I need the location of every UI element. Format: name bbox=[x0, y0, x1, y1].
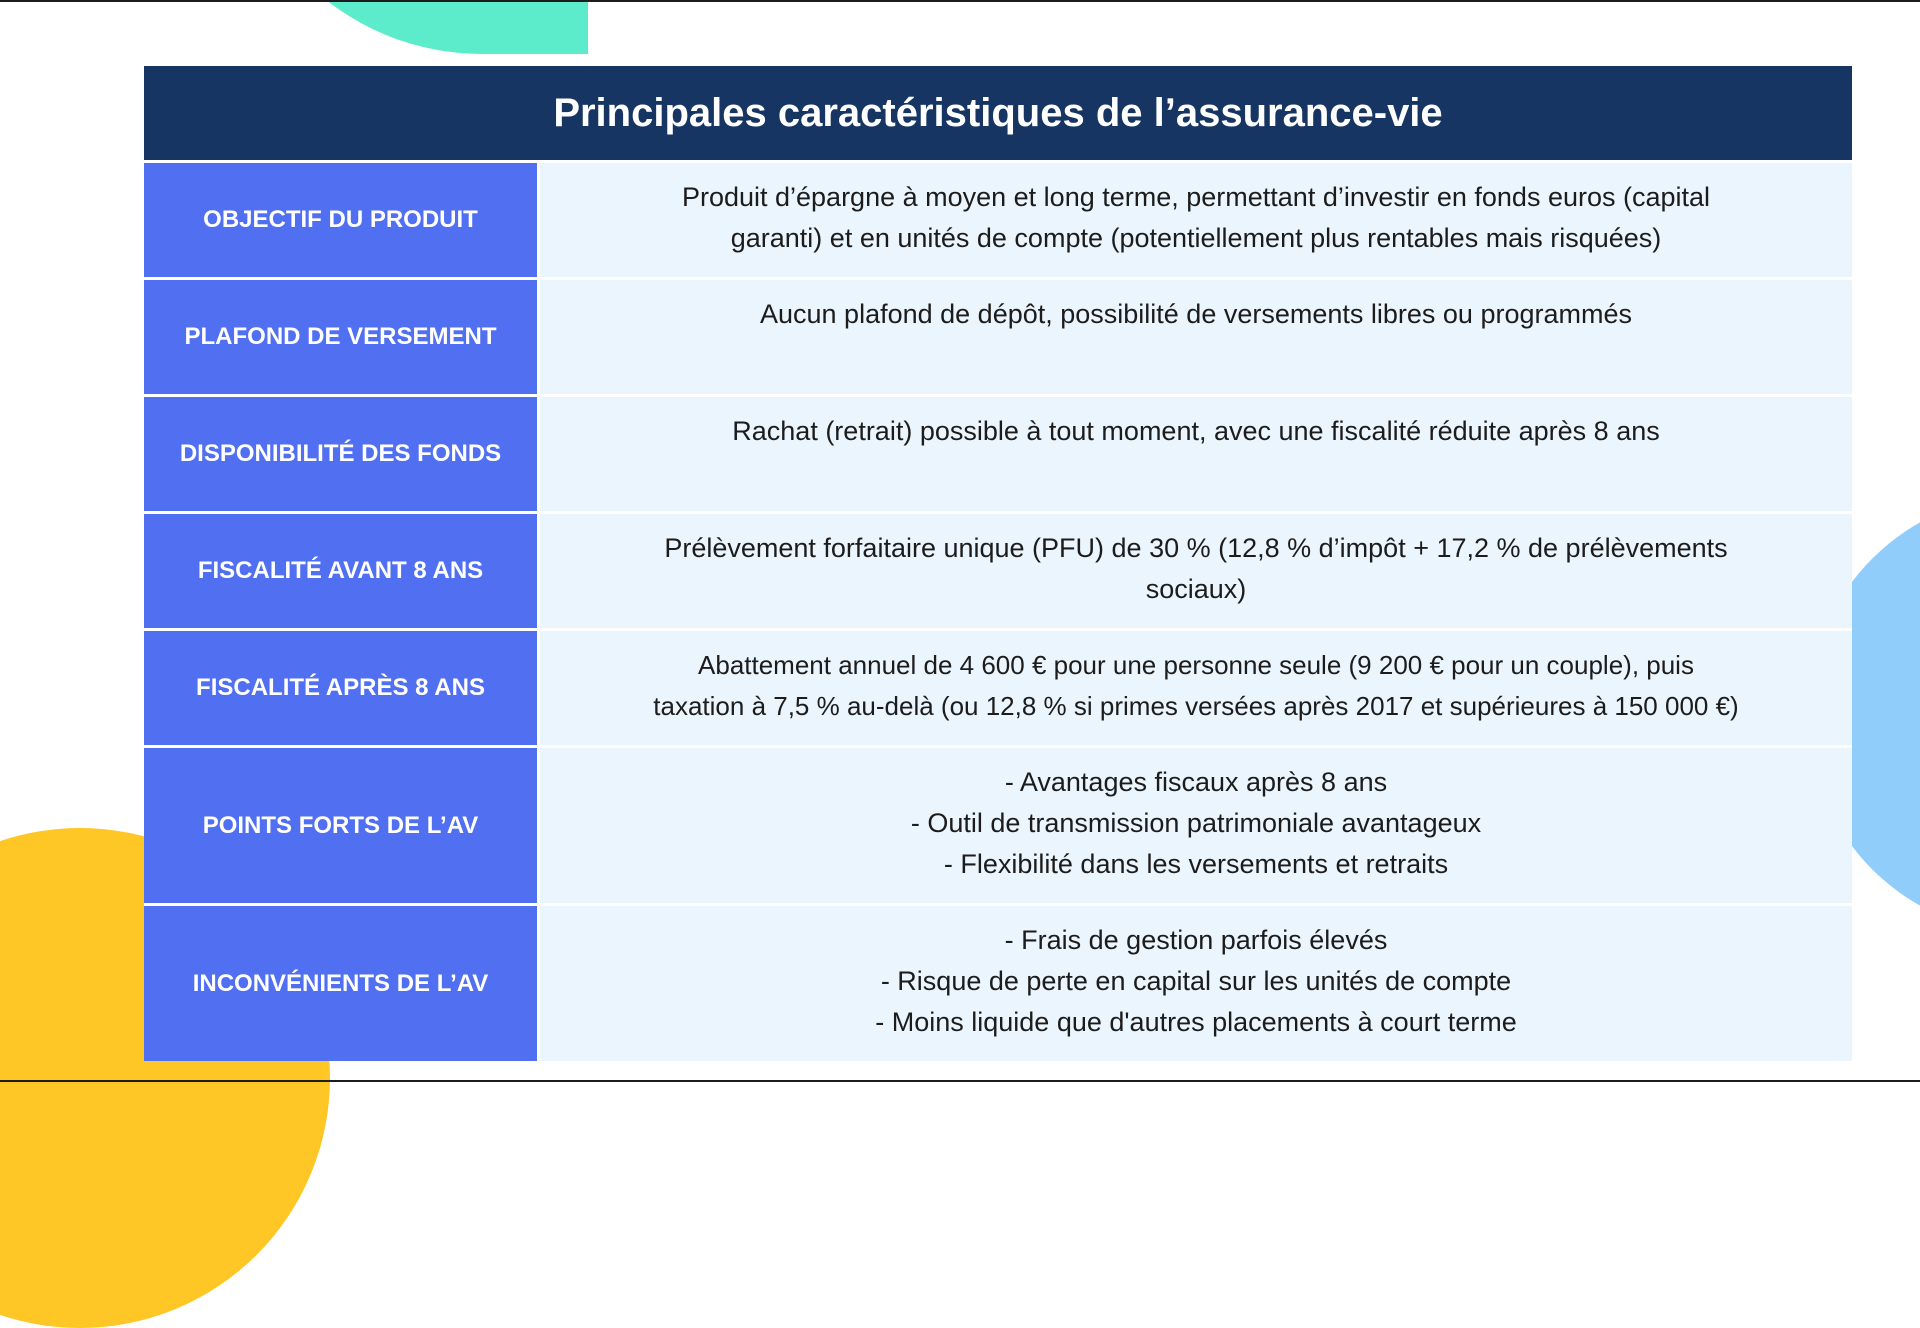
row-label: DISPONIBILITÉ DES FONDS bbox=[144, 397, 540, 511]
value-line: - Risque de perte en capital sur les unités de compte bbox=[880, 966, 1512, 996]
row-value bbox=[540, 397, 1852, 511]
row-label: POINTS FORTS DE L’AV bbox=[144, 748, 540, 903]
value-line: Aucun plafond de dépôt, possibilité de versements libres ou programmés bbox=[760, 299, 1632, 329]
value-line: Rachat (retrait) possible à tout moment, avec une fiscalité réduite après 8 ans bbox=[732, 416, 1660, 446]
value-line: - Flexibilité dans les versements et retraits bbox=[943, 849, 1449, 879]
value-line: garanti) et en unités de compte (potentiellement plus rentables mais risquées) bbox=[730, 223, 1662, 253]
row-label: FISCALITÉ AVANT 8 ANS bbox=[144, 514, 540, 628]
table-row-fiscalite-avant bbox=[144, 514, 1852, 631]
row-value bbox=[540, 163, 1852, 277]
row-value bbox=[540, 280, 1852, 394]
table-row-inconvenients bbox=[144, 906, 1852, 1061]
table-row-plafond bbox=[144, 280, 1852, 397]
value-line: - Avantages fiscaux après 8 ans bbox=[1004, 767, 1388, 797]
table-row-fiscalite-apres bbox=[144, 631, 1852, 748]
table-title: Principales caractéristiques de l’assurance-vie bbox=[144, 66, 1852, 163]
value-line: - Moins liquide que d'autres placements à court terme bbox=[875, 1007, 1517, 1037]
row-label: INCONVÉNIENTS DE L’AV bbox=[144, 906, 540, 1061]
row-value bbox=[540, 906, 1852, 1061]
row-value bbox=[540, 514, 1852, 628]
value-line: sociaux) bbox=[1145, 574, 1247, 604]
row-label: OBJECTIF DU PRODUIT bbox=[144, 163, 540, 277]
value-line: Produit d’épargne à moyen et long terme, permettant d’investir en fonds euros (capital bbox=[681, 182, 1711, 212]
table-row-objectif bbox=[144, 163, 1852, 280]
value-line: - Outil de transmission patrimoniale avantageux bbox=[910, 808, 1482, 838]
value-line: taxation à 7,5 % au-delà (ou 12,8 % si primes versées après 2017 et supérieures à 150 000 €) bbox=[653, 691, 1739, 721]
row-value bbox=[540, 748, 1852, 903]
table-row-points-forts bbox=[144, 748, 1852, 906]
value-line: - Frais de gestion parfois élevés bbox=[1004, 925, 1388, 955]
decorative-teal-shape bbox=[200, 2, 588, 54]
row-label: PLAFOND DE VERSEMENT bbox=[144, 280, 540, 394]
table-row-disponibilite bbox=[144, 397, 1852, 514]
value-line: Prélèvement forfaitaire unique (PFU) de 30 % (12,8 % d’impôt + 17,2 % de prélèvements bbox=[664, 533, 1728, 563]
row-value bbox=[540, 631, 1852, 745]
row-label: FISCALITÉ APRÈS 8 ANS bbox=[144, 631, 540, 745]
value-line: Abattement annuel de 4 600 € pour une personne seule (9 200 € pour un couple), puis bbox=[698, 650, 1694, 680]
characteristics-table bbox=[144, 66, 1852, 1061]
